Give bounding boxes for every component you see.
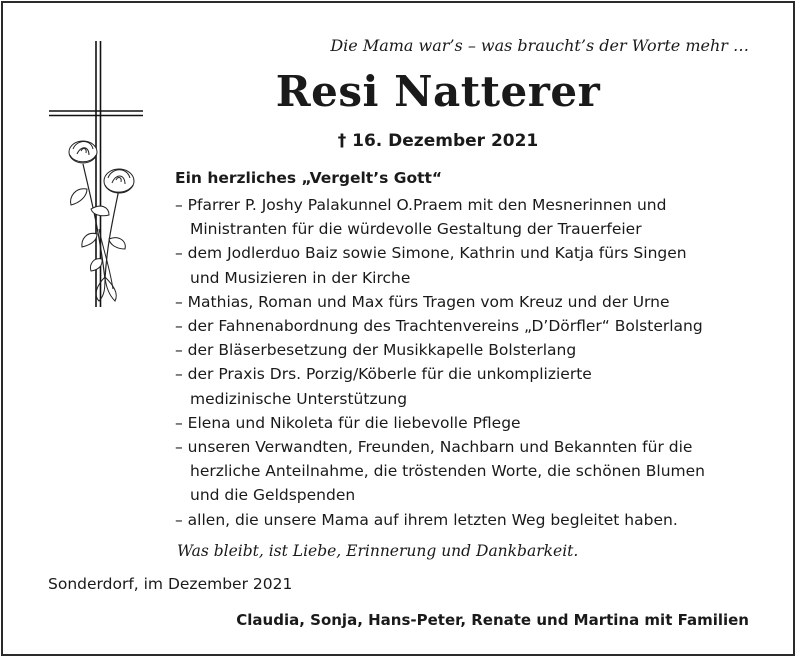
list-item-line: und Musizieren in der Kirche: [190, 268, 411, 287]
list-item: [175, 435, 775, 508]
list-item: [175, 411, 775, 435]
list-item-line: medizinische Unterstützung: [190, 389, 408, 408]
list-item-line: – der Fahnenabordnung des Trachtenvereins „D’Dörfler“ Bolsterlang: [175, 317, 703, 336]
list-item-line: – unseren Verwandten, Freunden, Nachbarn und Bekannten für die: [175, 438, 693, 457]
list-item: [175, 314, 775, 338]
list-item: [175, 508, 775, 532]
list-item-line: – Mathias, Roman und Max fürs Tragen vom Kreuz und der Urne: [175, 292, 670, 311]
signature: Claudia, Sonja, Hans-Peter, Renate und Martina mit Familien: [236, 611, 749, 629]
thanks-heading: Ein herzliches „Vergelt’s Gott“: [175, 169, 443, 187]
place-date: Sonderdorf, im Dezember 2021: [48, 575, 293, 593]
list-item: [175, 290, 775, 314]
list-item: [175, 241, 775, 289]
list-item: [175, 362, 775, 410]
list-item: [175, 193, 775, 241]
motto: Die Mama war’s – was braucht’s der Worte mehr …: [330, 36, 749, 55]
list-item-line: – allen, die unsere Mama auf ihrem letzten Weg begleitet haben.: [175, 510, 678, 529]
list-item-line: – Elena und Nikoleta für die liebevolle Pflege: [175, 413, 521, 432]
cross-with-roses-icon: [47, 39, 147, 313]
thanks-list: [175, 193, 775, 532]
list-item-line: – der Bläserbesetzung der Musikkapelle Bolsterlang: [175, 341, 577, 360]
list-item-line: – der Praxis Drs. Porzig/Köberle für die unkomplizierte: [175, 365, 592, 384]
list-item: [175, 338, 775, 362]
closing-quote: Was bleibt, ist Liebe, Erinnerung und Dankbarkeit.: [177, 542, 579, 560]
obituary-card: [1, 1, 795, 656]
list-item-line: – dem Jodlerduo Baiz sowie Simone, Kathrin und Katja fürs Singen: [175, 244, 687, 263]
list-item-line: – Pfarrer P. Joshy Palakunnel O.Praem mit den Mesnerinnen und: [175, 196, 667, 214]
list-item-line: Ministranten für die würdevolle Gestaltung der Trauerfeier: [190, 220, 642, 239]
list-item-line: und die Geldspenden: [190, 486, 356, 505]
death-date: † 16. Dezember 2021: [337, 131, 539, 151]
list-item-line: herzliche Anteilnahme, die tröstenden Worte, die schönen Blumen: [190, 462, 706, 481]
deceased-name: Resi Natterer: [275, 67, 601, 116]
